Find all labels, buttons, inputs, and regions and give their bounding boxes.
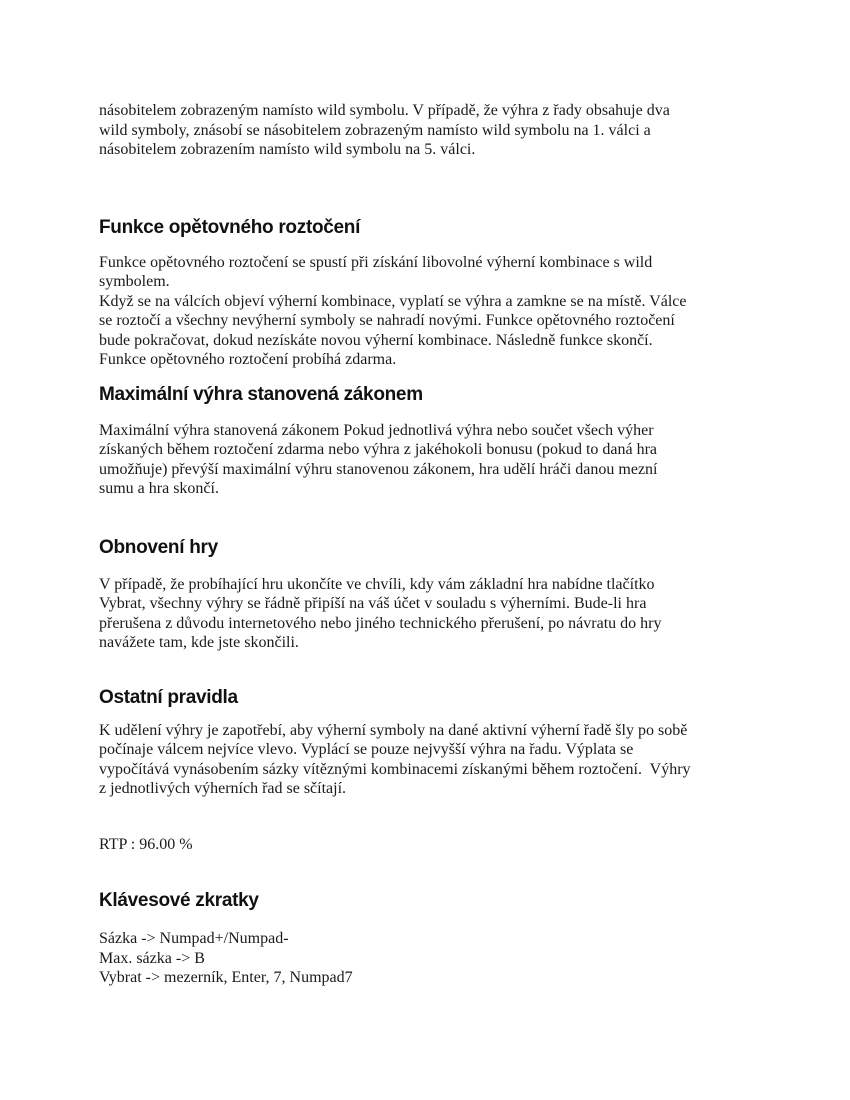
section-paragraph-maximalni-vyhra: [99, 421, 751, 499]
text-line: navážete tam, kde jste skončili.: [99, 634, 299, 651]
text-line: K udělení výhry je zapotřebí, aby výherní symboly na dané aktivní výherní řadě šly po sobě: [99, 721, 688, 739]
text-line: násobitelem zobrazeným namísto wild symbolu. V případě, že výhra z řady obsahuje dva: [99, 102, 670, 119]
rtp-value: RTP : 96.00 %: [99, 835, 193, 853]
text-line: wild symboly, znásobí se násobitelem zobrazeným namísto wild symbolu na 1. válci a: [99, 121, 651, 139]
text-line: V případě, že probíhající hru ukončíte ve chvíli, kdy vám základní hra nabídne tlačítko: [99, 575, 655, 593]
text-line: Když se na válcích objeví výherní kombinace, vyplatí se výhra a zamkne se na místě. Válce: [99, 292, 687, 310]
section-heading-maximalni-vyhra: Maximální výhra stanovená zákonem: [99, 383, 423, 405]
text-line: Sázka -> Numpad+/Numpad-: [99, 930, 289, 947]
text-line: násobitelem zobrazením namísto wild symbolu na 5. válci.: [99, 141, 476, 158]
keyboard-shortcuts-list: [99, 929, 751, 988]
text-line: Maximální výhra stanovená zákonem Pokud jednotlivá výhra nebo součet všech výher: [99, 421, 654, 439]
section-heading-ostatni-pravidla: Ostatní pravidla: [99, 686, 238, 708]
text-line: Vybrat, všechny výhry se řádně připíší na váš účet v souladu s výherními. Bude-li hra: [99, 595, 647, 612]
text-line: vypočítává vynásobením sázky vítěznými kombinacemi získanými během roztočení. Výhry: [99, 760, 691, 778]
text-line: Funkce opětovného roztočení probíhá zdarma.: [99, 351, 397, 368]
text-line: umožňuje) převýší maximální výhru stanovenou zákonem, hra udělí hráči danou mezní: [99, 460, 658, 478]
text-line: Funkce opětovného roztočení se spustí při získání libovolné výherní kombinace s wild: [99, 253, 653, 271]
text-line: z jednotlivých výherních řad se sčítají.: [99, 780, 347, 797]
text-line: získaných během roztočení zdarma nebo výhra z jakéhokoli bonusu (pokud to daná hra: [99, 441, 658, 458]
text-line: bude pokračovat, dokud nezískáte novou výherní kombinace. Následně funkce skončí.: [99, 331, 653, 349]
text-line: Vybrat -> mezerník, Enter, 7, Numpad7: [99, 969, 353, 986]
text-line: se roztočí a všechny nevýherní symboly se nahradí novými. Funkce opětovného roztočení: [99, 312, 675, 329]
intro-paragraph: [99, 101, 751, 160]
text-line: počínaje válcem nejvíce vlevo. Vyplácí se pouze nejvyšší výhra na řadu. Výplata se: [99, 741, 634, 758]
text-line: přerušena z důvodu internetového nebo jiného technického přerušení, po návratu do hry: [99, 614, 662, 632]
section-paragraph-obnoveni-hry: [99, 575, 751, 653]
section-paragraph-funkce-opetovneho-roztoceni: [99, 253, 751, 370]
section-paragraph-ostatni-pravidla: [99, 721, 751, 799]
section-heading-klavesove-zkratky: Klávesové zkratky: [99, 890, 259, 911]
text-line: symbolem.: [99, 273, 170, 290]
text-line: Max. sázka -> B: [99, 949, 205, 967]
section-heading-obnoveni-hry: Obnovení hry: [99, 536, 218, 558]
section-heading-funkce-opetovneho-roztoceni: Funkce opětovného roztočení: [99, 216, 361, 238]
text-line: sumu a hra skončí.: [99, 480, 219, 497]
